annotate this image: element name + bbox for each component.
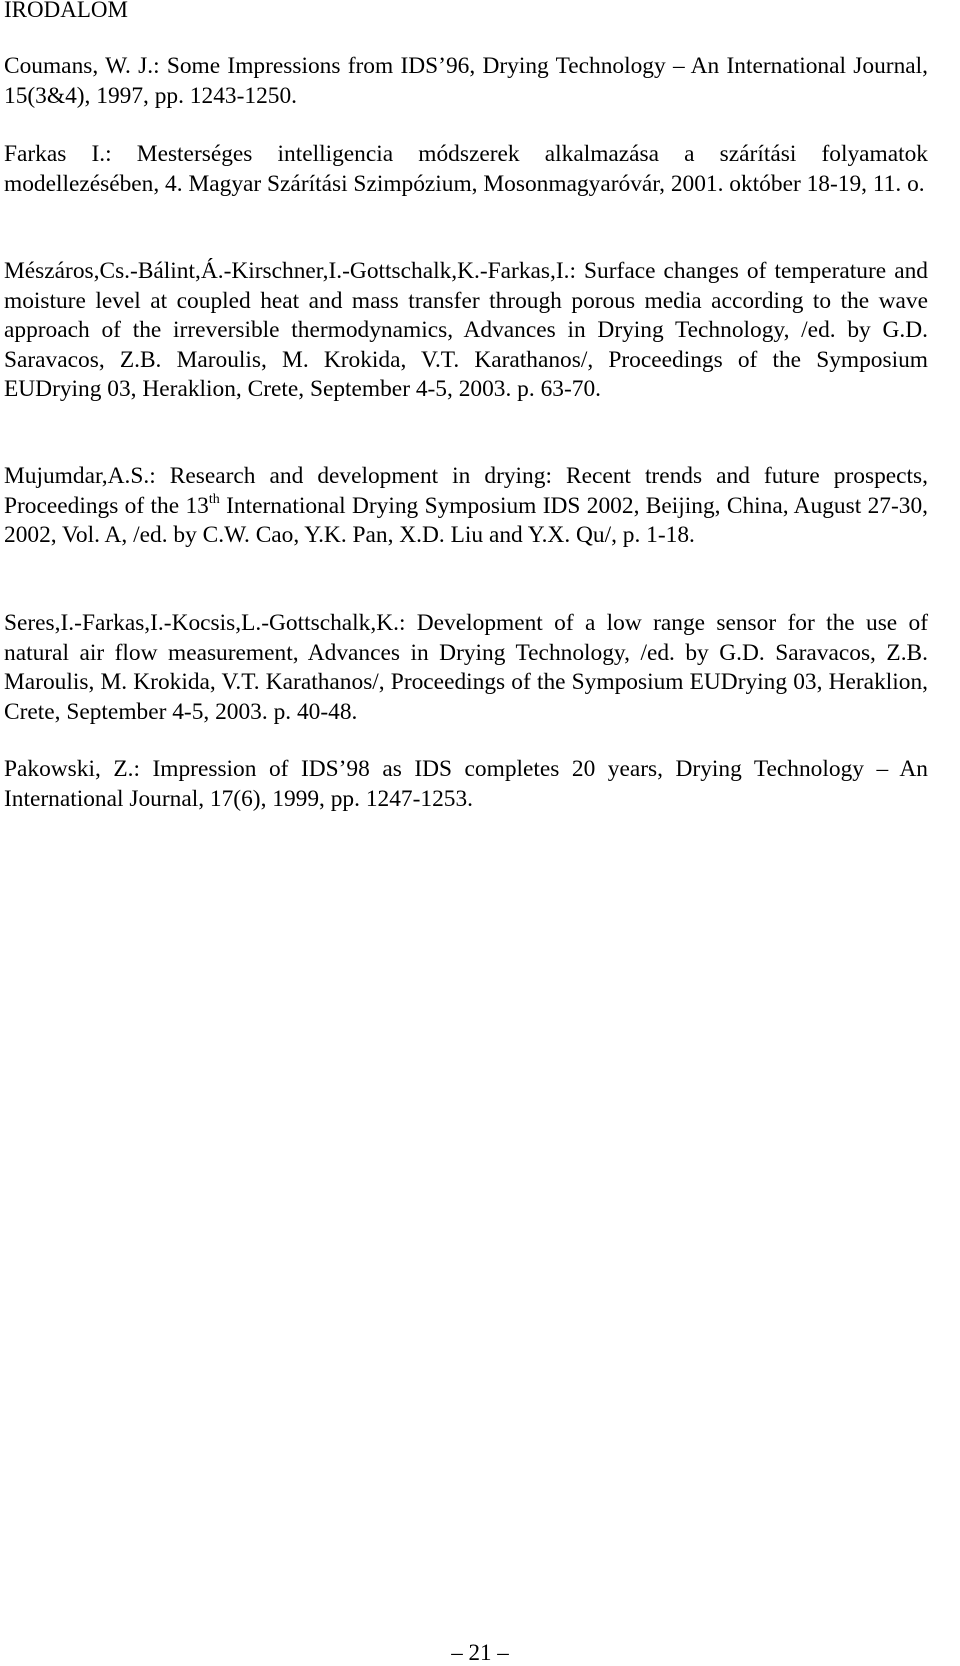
reference-mujumdar xyxy=(4,462,928,551)
reference-coumans: Coumans, W. J.: Some Impressions from IDS’96, Drying Technology – An International Journal, 15(3&4), 1997, pp. 1243-1250. xyxy=(4,53,928,109)
reference-meszaros: Mészáros,Cs.-Bálint,Á.-Kirschner,I.-Gottschalk,K.-Farkas,I.: Surface changes of temperature and moisture level at coupled heat and mass transfer through porous media according to the wave approach of the irreversible thermodynamics, Advances in Drying Technology, /ed. by G.D. Saravacos, Z.B. Maroulis, M. Krokida, V.T. Karathanos/, Proceedings of the Symposium EUDrying 03, Heraklion, Crete, September 4-5, 2003. p. 63-70. xyxy=(4,258,928,402)
reference-farkas: Farkas I.: Mesterséges intelligencia módszerek alkalmazása a szárítási folyamatok modellezésében, 4. Magyar Szárítási Szimpózium, Mosonmagyaróvár, 2001. október 18-19, 11. o. xyxy=(4,141,928,197)
reference-mujumdar-superscript: th xyxy=(208,491,220,507)
reference-mujumdar-text-start: Mujumdar,A.S.: Research and development in drying: Recent trends and future prospects, Proceedings of the 13 xyxy=(4,463,928,519)
page-number: – 21 – xyxy=(451,1640,509,1665)
reference-mujumdar-text-end: International Drying Symposium IDS 2002, Beijing, China, August 27-30, 2002, Vol. A, /ed. by C.W. Cao, Y.K. Pan, X.D. Liu and Y.X. Qu/, p. 1-18. xyxy=(4,492,928,548)
reference-pakowski: Pakowski, Z.: Impression of IDS’98 as IDS completes 20 years, Drying Technology – An International Journal, 17(6), 1999, pp. 1247-1253. xyxy=(4,756,928,812)
reference-seres: Seres,I.-Farkas,I.-Kocsis,L.-Gottschalk,K.: Development of a low range sensor for the use of natural air flow measurement, Advances in Drying Technology, /ed. by G.D. Saravacos, Z.B. Maroulis, M. Krokida, V.T. Karathanos/, Proceedings of the Symposium EUDrying 03, Heraklion, Crete, September 4-5, 2003. p. 40-48. xyxy=(4,610,928,725)
section-heading: IRODALOM xyxy=(4,0,128,22)
